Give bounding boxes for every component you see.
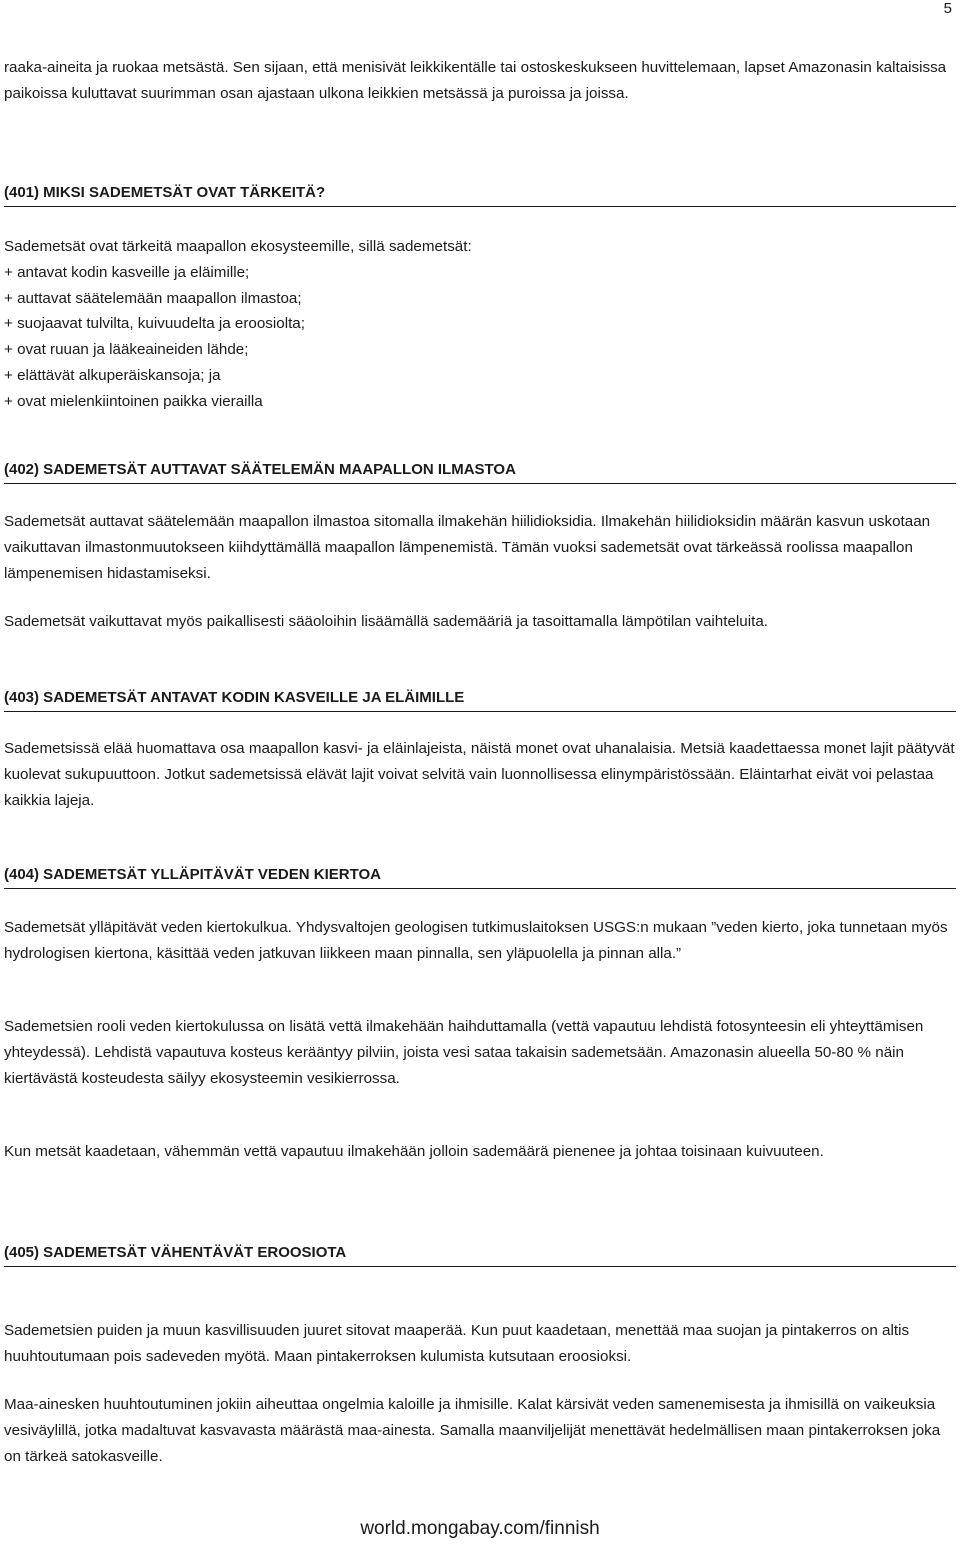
footer-url: world.mongabay.com/finnish [360, 1518, 600, 1539]
paragraph: Sademetsissä elää huomattava osa maapallon kasvi- ja eläinlajeista, näistä monet ovat uhanalaisia. Metsiä kaadettaessa monet lajit päätyvät kuolevat sukupuuttoon. Jotkut sademetsissä elävät lajit voivat selvitä vain luonnollisessa elinympäristössään. Eläintarhat eivät voi pelastaa kaikkia lajeja. [4, 740, 955, 809]
benefits-list [4, 260, 956, 415]
section-body-403 [4, 736, 956, 813]
paragraph: Sademetsät auttavat säätelemään maapallon ilmastoa sitomalla ilmakehän hiilidioksidia. Ilmakehän hiilidioksidin määrän kasvun uskotaan vaikuttavan ilmastonmuutokseen kiihdyttämällä maapallon lämpenemistä. Tämän vuoksi sademetsät ovat tärkeässä roolissa maapallon lämpenemisen hidastamiseksi. [4, 513, 931, 582]
list-item: + ovat mielenkiintoinen paikka vierailla [4, 392, 263, 410]
section-heading-405: (405) SADEMETSÄT VÄHENTÄVÄT EROOSIOTA [4, 1244, 956, 1267]
paragraph: Sademetsät ylläpitävät veden kiertokulkua. Yhdysvaltojen geologisen tutkimuslaitoksen USGS:n mukaan ”veden kierto, joka tunnetaan myös hydrologisen kiertona, käsittää veden jatkuvan liikkeen maan pinnalla, sen yläpuolella ja pinnan alla.” [4, 919, 948, 962]
list-item: + elättävät alkuperäiskansoja; ja [4, 366, 221, 384]
paragraph: Maa-ainesken huuhtoutuminen jokiin aiheuttaa ongelmia kaloille ja ihmisille. Kalat kärsivät veden samenemisesta ja ihmisillä on vaikeuksia vesiväylillä, jotka madaltuvat kasvavasta määrästä maa-ainesta. Samalla maanviljelijät menettävät hedelmällisen maan pintakerroksen joka on tärkeä satokasveille. [4, 1396, 941, 1465]
list-item: + auttavat säätelemään maapallon ilmastoa; [4, 289, 302, 307]
paragraph: Kun metsät kaadetaan, vähemmän vettä vapautuu ilmakehään jolloin sademäärä pienenee ja johtaa toisinaan kuivuuteen. [4, 1143, 824, 1160]
section-body-401 [4, 234, 956, 415]
section-heading-402: (402) SADEMETSÄT AUTTAVAT SÄÄTELEMÄN MAAPALLON ILMASTOA [4, 461, 956, 484]
intro-paragraph: raaka-aineita ja ruokaa metsästä. Sen sijaan, että menisivät leikkikentälle tai ostoskeskukseen huvittelemaan, lapset Amazonasin kaltaisissa paikoissa kuluttavat suurimman osan ajastaan ulkona leikkien metsässä ja puroissa ja joissa. [4, 59, 947, 102]
list-item: + ovat ruuan ja lääkeaineiden lähde; [4, 341, 249, 359]
section-401-lead: Sademetsät ovat tärkeitä maapallon ekosysteemille, sillä sademetsät: [4, 238, 472, 255]
section-body-405b [4, 1392, 956, 1469]
section-body-405a [4, 1318, 956, 1370]
section-body-402b [4, 609, 956, 635]
paragraph: Sademetsien rooli veden kiertokulussa on lisätä vettä ilmakehään haihduttamalla (vettä vapautuu lehdistä fotosynteesin eli yhteyttämisen yhteydessä). Lehdistä vapautuva kosteus kerääntyy pilviin, joista vesi sataa takaisin sademetsään. Amazonasin alueella 50-80 % näin kiertävästä kosteudesta säilyy ekosysteemin vesikierrossa. [4, 1018, 924, 1087]
page-number: 5 [943, 0, 952, 17]
paragraph: Sademetsät vaikuttavat myös paikallisesti sääoloihin lisäämällä sademääriä ja tasoittamalla lämpötilan vaihteluita. [4, 613, 768, 630]
section-body-402 [4, 509, 956, 586]
section-body-404c [4, 1139, 956, 1165]
section-body-404b [4, 1014, 956, 1091]
section-heading-404: (404) SADEMETSÄT YLLÄPITÄVÄT VEDEN KIERTOA [4, 866, 956, 889]
section-heading-401: (401) MIKSI SADEMETSÄT OVAT TÄRKEITÄ? [4, 184, 956, 207]
list-item: + suojaavat tulvilta, kuivuudelta ja eroosiolta; [4, 315, 305, 333]
section-body-404a [4, 915, 956, 967]
list-item: + antavat kodin kasveille ja eläimille; [4, 263, 250, 281]
section-heading-403: (403) SADEMETSÄT ANTAVAT KODIN KASVEILLE JA ELÄIMILLE [4, 689, 956, 712]
paragraph: Sademetsien puiden ja muun kasvillisuuden juuret sitovat maaperää. Kun puut kaadetaan, menettää maa suojan ja pintakerros on altis huuhtoutumaan pois sadeveden myötä. Maan pintakerroksen kulumista kutsutaan eroosioksi. [4, 1322, 910, 1365]
